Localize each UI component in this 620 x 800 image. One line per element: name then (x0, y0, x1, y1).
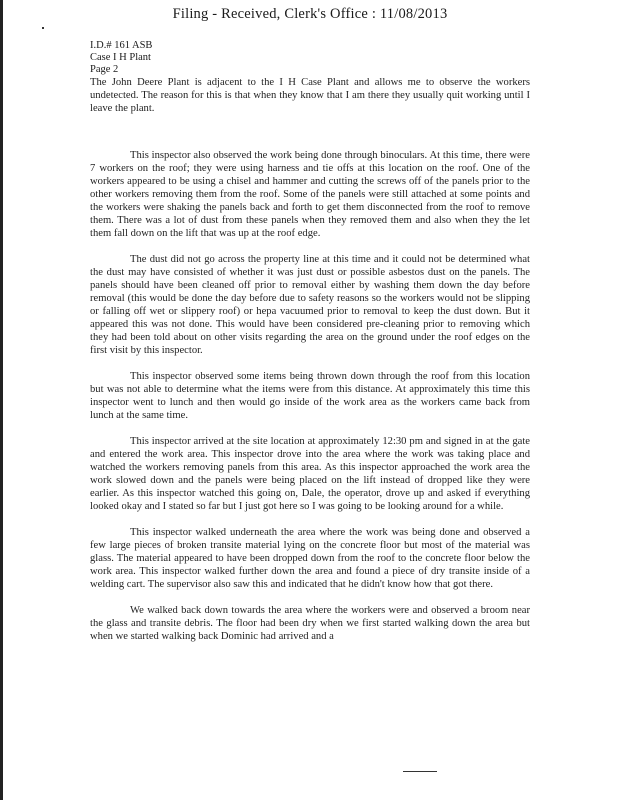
filing-stamp: Filing - Received, Clerk's Office : 11/08/2013 (172, 6, 448, 22)
scan-speck (42, 27, 44, 29)
document-body (90, 76, 530, 656)
id-line: I.D.# 161 ASB (90, 40, 153, 51)
case-line: Case I H Plant (90, 52, 151, 63)
paragraph: The dust did not go across the property line at this time and it could not be determined what the dust may have consisted of whether it was just dust or possible asbestos dust on the panels. The panels should have been cleaned off prior to removal either by washing them down the day before removal (this would be done the day before due to safety reasons so the workers would not be slipping or falling off wet or slippery roof) or hepa vacuumed prior to removal to keep the dust down. But it appeared this was not done. This would have been considered pre-cleaning prior to removing which they had been told about on other visits regarding the area on the ground under the roof edges on the first visit by this inspector. (90, 254, 530, 356)
paragraph: The John Deere Plant is adjacent to the I H Case Plant and allows me to observe the workers undetected. The reason for this is that when they know that I am there they usually quit working until I leave the plant. (90, 77, 530, 114)
paragraph: This inspector arrived at the site location at approximately 12:30 pm and signed in at the gate and entered the work area. This inspector drove into the area where the work was taking place and watched the workers removing panels from this area. As this inspector approached the work area the work slowed down and the panels were being placed on the lift instead of dropped like they were earlier. As this inspector watched this going on, Dale, the operator, drove up and asked if everything looked okay and I stated so far but I just got here so I was going to be looking around for a while. (90, 436, 530, 512)
document-header (90, 40, 152, 76)
paragraph: This inspector observed some items being thrown down through the roof from this location but was not able to determine what the items were from this distance. At approximately this time this inspector went to lunch and then would go inside of the work area as the workers came back from lunch at the same time. (90, 371, 530, 421)
footer-rule (403, 771, 437, 772)
scan-left-edge (0, 0, 3, 800)
page-number: Page 2 (90, 64, 119, 75)
paragraph: This inspector also observed the work being done through binoculars. At this time, there were 7 workers on the roof; they were using harness and tie offs at this location on the roof. One of the workers appeared to be using a chisel and hammer and cutting the screws off of the panels prior to the other workers removing them from the roof. Some of the panels were still attached at some points and the workers were shaking the panels back and forth to get them disconnected from the roof to remove them. There was a lot of dust from these panels when they removed them and also when they the let them fall down on the lift that was up at the roof edge. (90, 150, 530, 239)
paragraph: This inspector walked underneath the area where the work was being done and observed a few large pieces of broken transite material lying on the concrete floor but most of the material was glass. The material appeared to have been dropped down from the roof to the concrete floor below the work area. This inspector walked further down the area and found a piece of dry transite inside of a welding cart. The supervisor also saw this and indicated that he didn't know how that got there. (90, 527, 530, 590)
paragraph: We walked back down towards the area where the workers were and observed a broom near the glass and transite debris. The floor had been dry when we first started walking down the area but when we started walking back Dominic had arrived and a (90, 605, 530, 642)
